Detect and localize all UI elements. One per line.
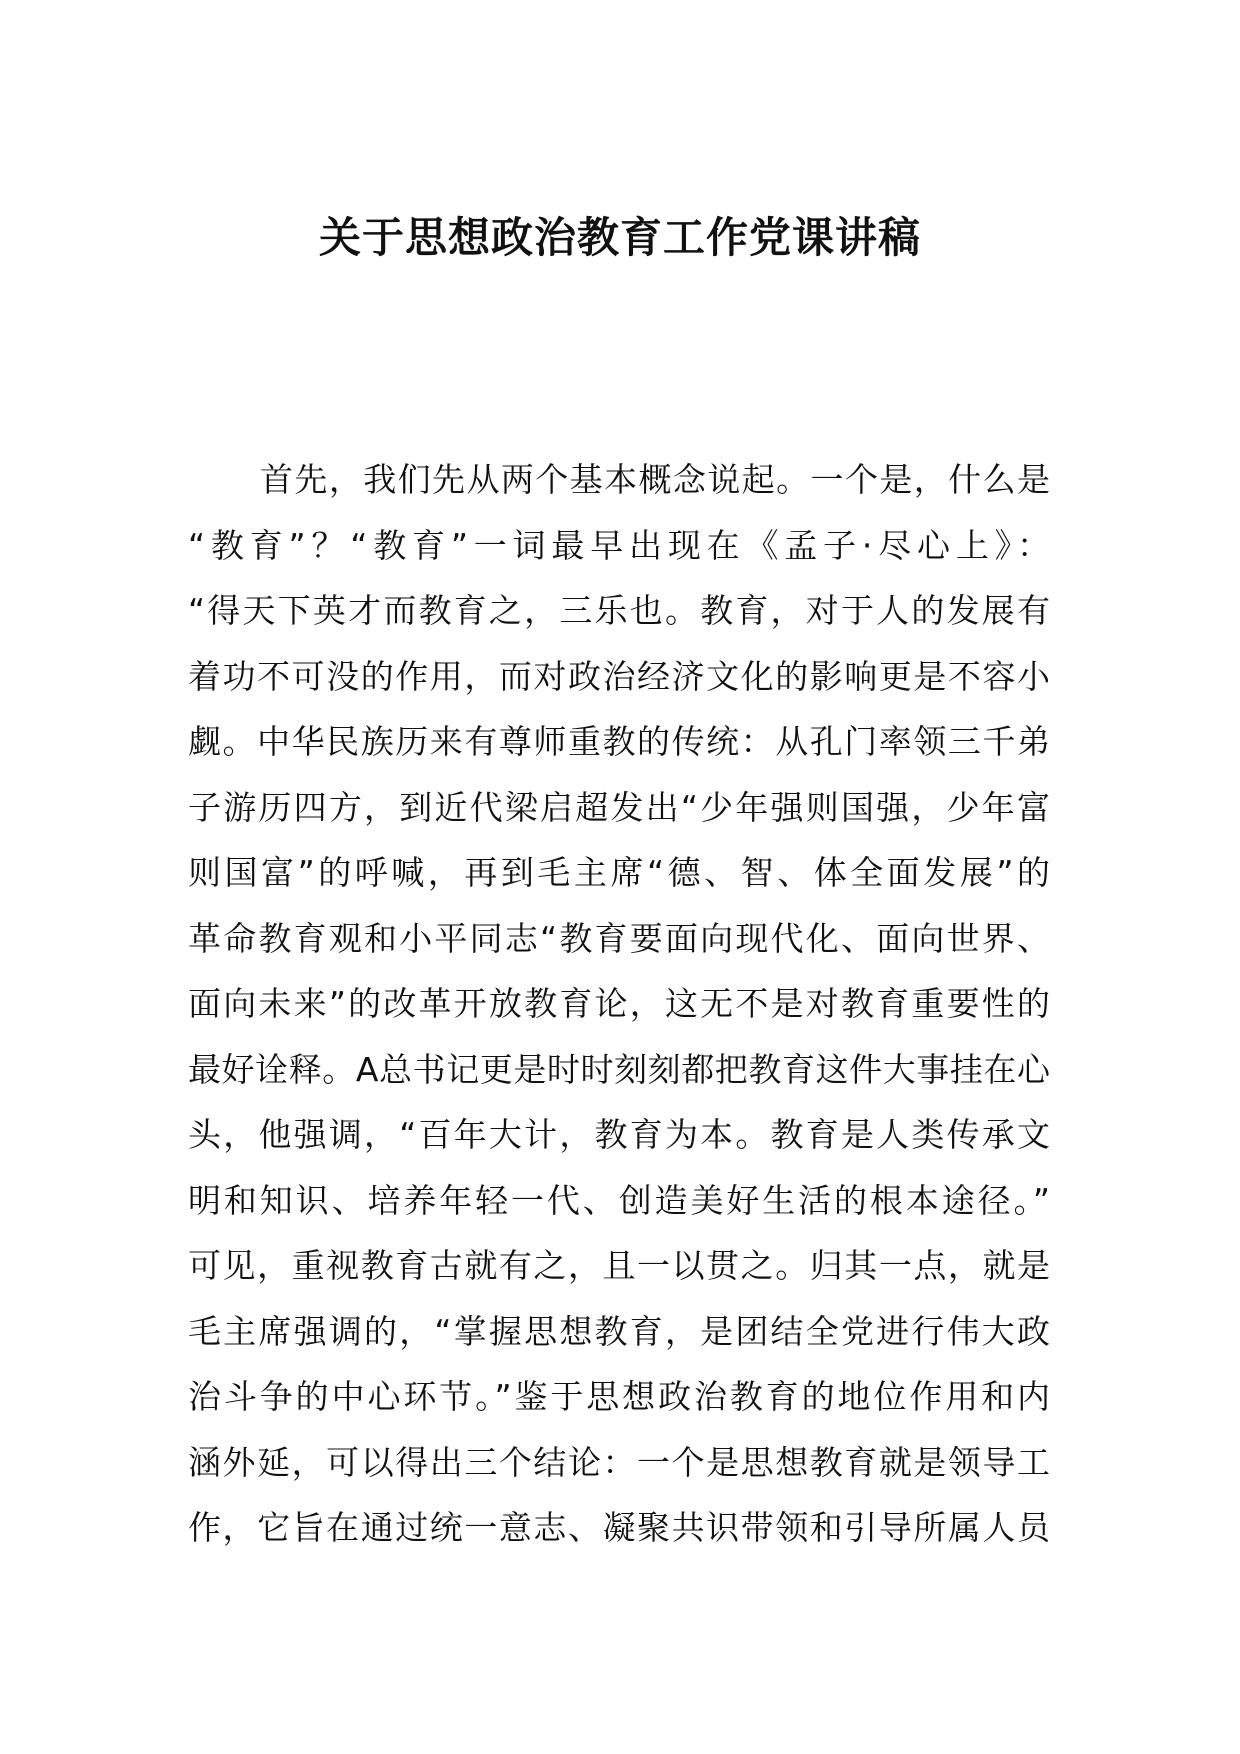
paragraph-line: 首先，我们先从两个基本概念说起。一个是，什么是 bbox=[260, 460, 1050, 499]
paragraph-line: 最好诠释。A总书记更是时时刻刻都把教育这件大事挂在心 bbox=[188, 1049, 1050, 1089]
document-body bbox=[188, 452, 1050, 1566]
paragraph-line: 面向未来”的改革开放教育论，这无不是对教育重要性的 bbox=[188, 984, 1050, 1023]
paragraph-line: 则国富”的呼喊，再到毛主席“德、智、体全面发展”的 bbox=[188, 853, 1050, 892]
document-title: 关于思想政治教育工作党课讲稿 bbox=[318, 213, 921, 262]
paragraph-line: 头，他强调，“百年大计，教育为本。教育是人类传承文 bbox=[188, 1115, 1050, 1154]
paragraph-line: 治斗争的中心环节。”鉴于思想政治教育的地位作用和内 bbox=[188, 1377, 1050, 1416]
paragraph-line: 作，它旨在通过统一意志、凝聚共识带领和引导所属人员 bbox=[188, 1508, 1050, 1547]
paragraph-line: 子游历四方，到近代梁启超发出“少年强则国强，少年富 bbox=[188, 787, 1050, 827]
paragraph-line: 毛主席强调的，“掌握思想教育，是团结全党进行伟大政 bbox=[188, 1311, 1050, 1351]
paragraph-line: 可见，重视教育古就有之，且一以贯之。归其一点，就是 bbox=[188, 1246, 1050, 1285]
paragraph-line: 明和知识、培养年轻一代、创造美好生活的根本途径。” bbox=[188, 1180, 1050, 1220]
paragraph-line: “得天下英才而教育之，三乐也。教育，对于人的发展有 bbox=[188, 591, 1050, 630]
paragraph-line: “教育”？“教育”一词最早出现在《孟子·尽心上》： bbox=[188, 525, 1050, 565]
paragraph-line: 革命教育观和小平同志“教育要面向现代化、面向世界、 bbox=[188, 918, 1050, 958]
paragraph-line: 觑。中华民族历来有尊师重教的传统：从孔门率领三千弟 bbox=[188, 722, 1050, 761]
paragraph-line: 涵外延，可以得出三个结论：一个是思想教育就是领导工 bbox=[188, 1442, 1050, 1482]
paragraph-line: 着功不可没的作用，而对政治经济文化的影响更是不容小 bbox=[188, 656, 1050, 696]
